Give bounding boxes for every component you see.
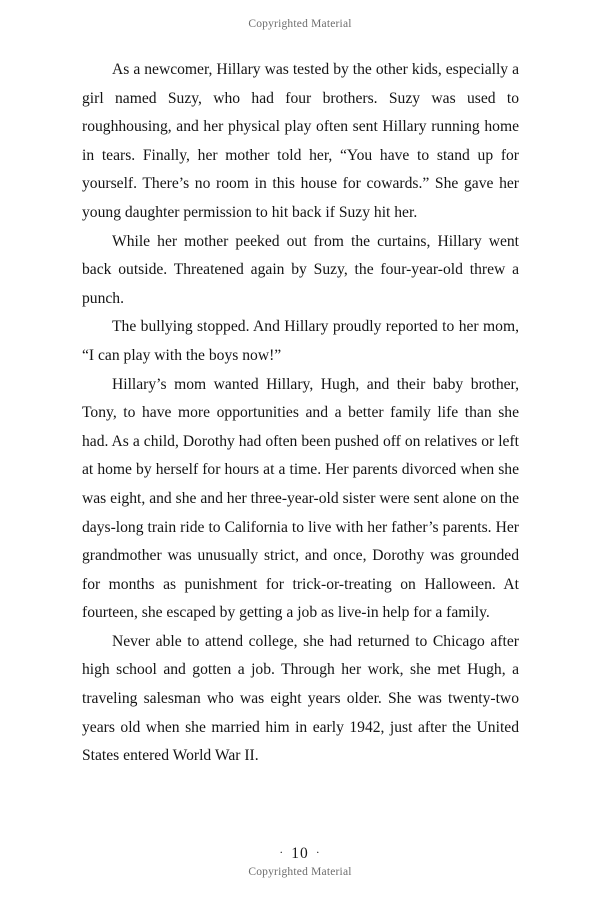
paragraph: As a newcomer, Hillary was tested by the other kids, especially a girl named Suzy, who had four brothers. Suzy was used to roughhousing, and her physical play often sent Hillary running home in tears. Finally, her mother told her, “You have to stand up for yourself. There’s no room in this house for cowards.” She gave her young daughter permission to hit back if Suzy hit her. xyxy=(82,61,519,221)
page-number-folio xyxy=(0,845,600,863)
paragraph: Hillary’s mom wanted Hillary, Hugh, and their baby brother, Tony, to have more opportunities and a better family life than she had. As a child, Dorothy had often been pushed off on relatives or left at home by herself for hours at a time. Her parents divorced when she was eight, and she and her three-year-old sister were sent alone on the days-long train ride to California to live with her father’s parents. Her grandmother was unusually strict, and once, Dorothy was grounded for months as punishment for trick-or-treating on Halloween. At fourteen, she escaped by getting a job as live-in help for a family. xyxy=(82,375,519,622)
folio-left-dot: · xyxy=(279,845,285,859)
paragraph: The bullying stopped. And Hillary proudly reported to her mom, “I can play with the boys now!” xyxy=(82,318,519,364)
copyright-watermark-top: Copyrighted Material xyxy=(248,18,352,30)
folio-number: 10 xyxy=(291,845,309,862)
paragraph: While her mother peeked out from the curtains, Hillary went back outside. Threatened again by Suzy, the four-year-old threw a punch. xyxy=(82,232,519,307)
folio-right-dot: · xyxy=(315,845,321,859)
paragraph: Never able to attend college, she had returned to Chicago after high school and gotten a job. Through her work, she met Hugh, a traveling salesman who was eight years older. She was twenty-two years old when she married him in early 1942, just after the United States entered World War II. xyxy=(82,632,519,765)
copyright-watermark-bottom: Copyrighted Material xyxy=(248,866,352,878)
page-body-text xyxy=(82,56,519,771)
